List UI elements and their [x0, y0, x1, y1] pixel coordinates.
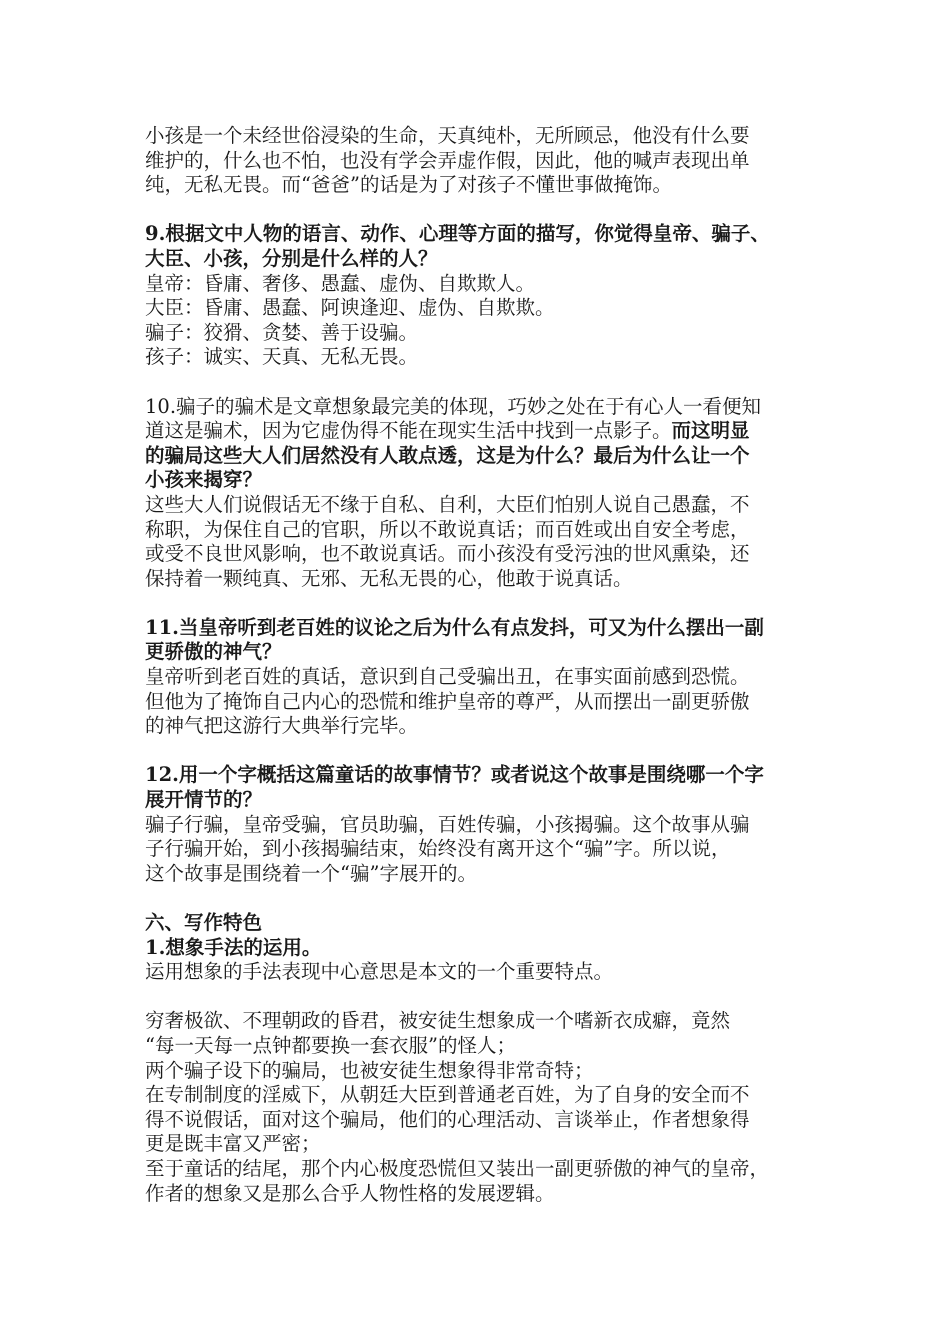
text-line: 至于童话的结尾，那个内心极度恐慌但又装出一副更骄傲的神气的皇帝， [145, 1156, 770, 1180]
question-heading [145, 911, 825, 960]
text-line: 骗子：狡猾、贪婪、善于设骗。 [145, 320, 419, 344]
answer-paragraph [145, 1009, 825, 1206]
question-heading [145, 222, 825, 271]
question-heading [145, 395, 825, 493]
text-line: 小孩是一个未经世俗浸染的生命，天真纯朴，无所顾忌，他没有什么要 [145, 124, 750, 147]
text-line: 或受不良世风影响，也不敢说真话。而小孩没有受污浊的世风熏染，还 [145, 542, 750, 566]
text-line: 更是既丰富又严密； [145, 1132, 321, 1156]
answer-paragraph [145, 272, 825, 370]
answer-paragraph [145, 124, 825, 198]
text-segment: 10.骗子的骗术是文章想象最完美的体现，巧妙之处在于有心人一看便知 [145, 394, 762, 418]
text-line: 纯，无私无畏。而“爸爸”的话是为了对孩子不懂世事做掩饰。 [145, 173, 672, 197]
text-line: 得不说假话，面对这个骗局，他们的心理活动、言谈举止，作者想象得 [145, 1107, 750, 1131]
question-line: 11.当皇帝听到老百姓的议论之后为什么有点发抖，可又为什么摆出一副 [145, 615, 764, 639]
text-line: 的神气把这游行大典举行完毕。 [145, 714, 419, 738]
text-line: 子行骗开始，到小孩揭骗结束，始终没有离开这个“骗”字。所以说， [145, 837, 731, 861]
text-line: 这些大人们说假话无不缘于自私、自利，大臣们怕别人说自己愚蠢，不 [145, 492, 750, 516]
text-line: 在专制制度的淫威下，从朝廷大臣到普通老百姓，为了自身的安全而不 [145, 1083, 750, 1107]
answer-paragraph [145, 960, 825, 985]
paragraph-gap [145, 370, 825, 395]
answer-paragraph [145, 493, 825, 591]
text-line: 皇帝：昏庸、奢侈、愚蠢、虚伪、自欺欺人。 [145, 271, 536, 295]
paragraph-gap [145, 985, 825, 1010]
question-line: 12.用一个字概括这篇童话的故事情节？或者说这个故事是围绕哪一个字 [145, 763, 764, 787]
text-segment: 道这是骗术，因为它虚伪得不能在现实生活中找到一点影子。 [145, 419, 672, 443]
document-page [145, 124, 825, 1206]
question-line: 9.根据文中人物的语言、动作、心理等方面的描写，你觉得皇帝、骗子、 [145, 222, 770, 246]
bold-text-segment: 小孩来揭穿？ [145, 468, 263, 492]
question-line [145, 468, 825, 493]
text-line: 但他为了掩饰自己内心的恐慌和维护皇帝的尊严，从而摆出一副更骄傲 [145, 689, 750, 713]
text-line: 作者的想象又是那么合乎人物性格的发展逻辑。 [145, 1181, 555, 1205]
answer-paragraph [145, 813, 825, 887]
text-line: 运用想象的手法表现中心意思是本文的一个重要特点。 [145, 960, 614, 984]
question-line [145, 395, 825, 420]
question-line: 1.想象手法的运用。 [145, 935, 322, 959]
text-line: 这个故事是围绕着一个“骗”字展开的。 [145, 861, 477, 885]
text-line: 穷奢极欲、不理朝政的昏君，被安徒生想象成一个嗜新衣成癖，竟然 [145, 1009, 731, 1033]
question-line: 展开情节的？ [145, 788, 263, 812]
text-line: 两个骗子设下的骗局，也被安徒生想象得非常奇特； [145, 1058, 594, 1082]
text-line: “每一天每一点钟都要换一套衣服”的怪人； [145, 1033, 516, 1057]
text-line: 维护的，什么也不怕，也没有学会弄虚作假，因此，他的喊声表现出单 [145, 148, 750, 172]
question-line [145, 444, 825, 469]
question-heading [145, 763, 825, 812]
bold-text-segment: 而这明显 [671, 419, 750, 443]
question-heading [145, 616, 825, 665]
text-line: 保持着一颗纯真、无邪、无私无畏的心，他敢于说真话。 [145, 566, 633, 590]
bold-text-segment: 的骗局这些大人们居然没有人敢点透，这是为什么？最后为什么让一个 [145, 443, 750, 467]
answer-paragraph [145, 665, 825, 739]
paragraph-gap [145, 591, 825, 616]
paragraph-gap [145, 739, 825, 764]
text-line: 称职，为保住自己的官职，所以不敢说真话；而百姓或出自安全考虑， [145, 517, 750, 541]
text-line: 孩子：诚实、天真、无私无畏。 [145, 345, 419, 369]
text-line: 皇帝听到老百姓的真话，意识到自己受骗出丑，在事实面前感到恐慌。 [145, 665, 750, 689]
question-line: 更骄傲的神气？ [145, 640, 282, 664]
text-line: 骗子行骗，皇帝受骗，官员助骗，百姓传骗，小孩揭骗。这个故事从骗 [145, 812, 750, 836]
paragraph-gap [145, 198, 825, 223]
question-line [145, 419, 825, 444]
text-line: 大臣：昏庸、愚蠢、阿谀逢迎、虚伪、自欺欺。 [145, 296, 555, 320]
question-line: 大臣、小孩，分别是什么样的人？ [145, 246, 438, 270]
question-line: 六、写作特色 [145, 911, 263, 934]
paragraph-gap [145, 886, 825, 911]
